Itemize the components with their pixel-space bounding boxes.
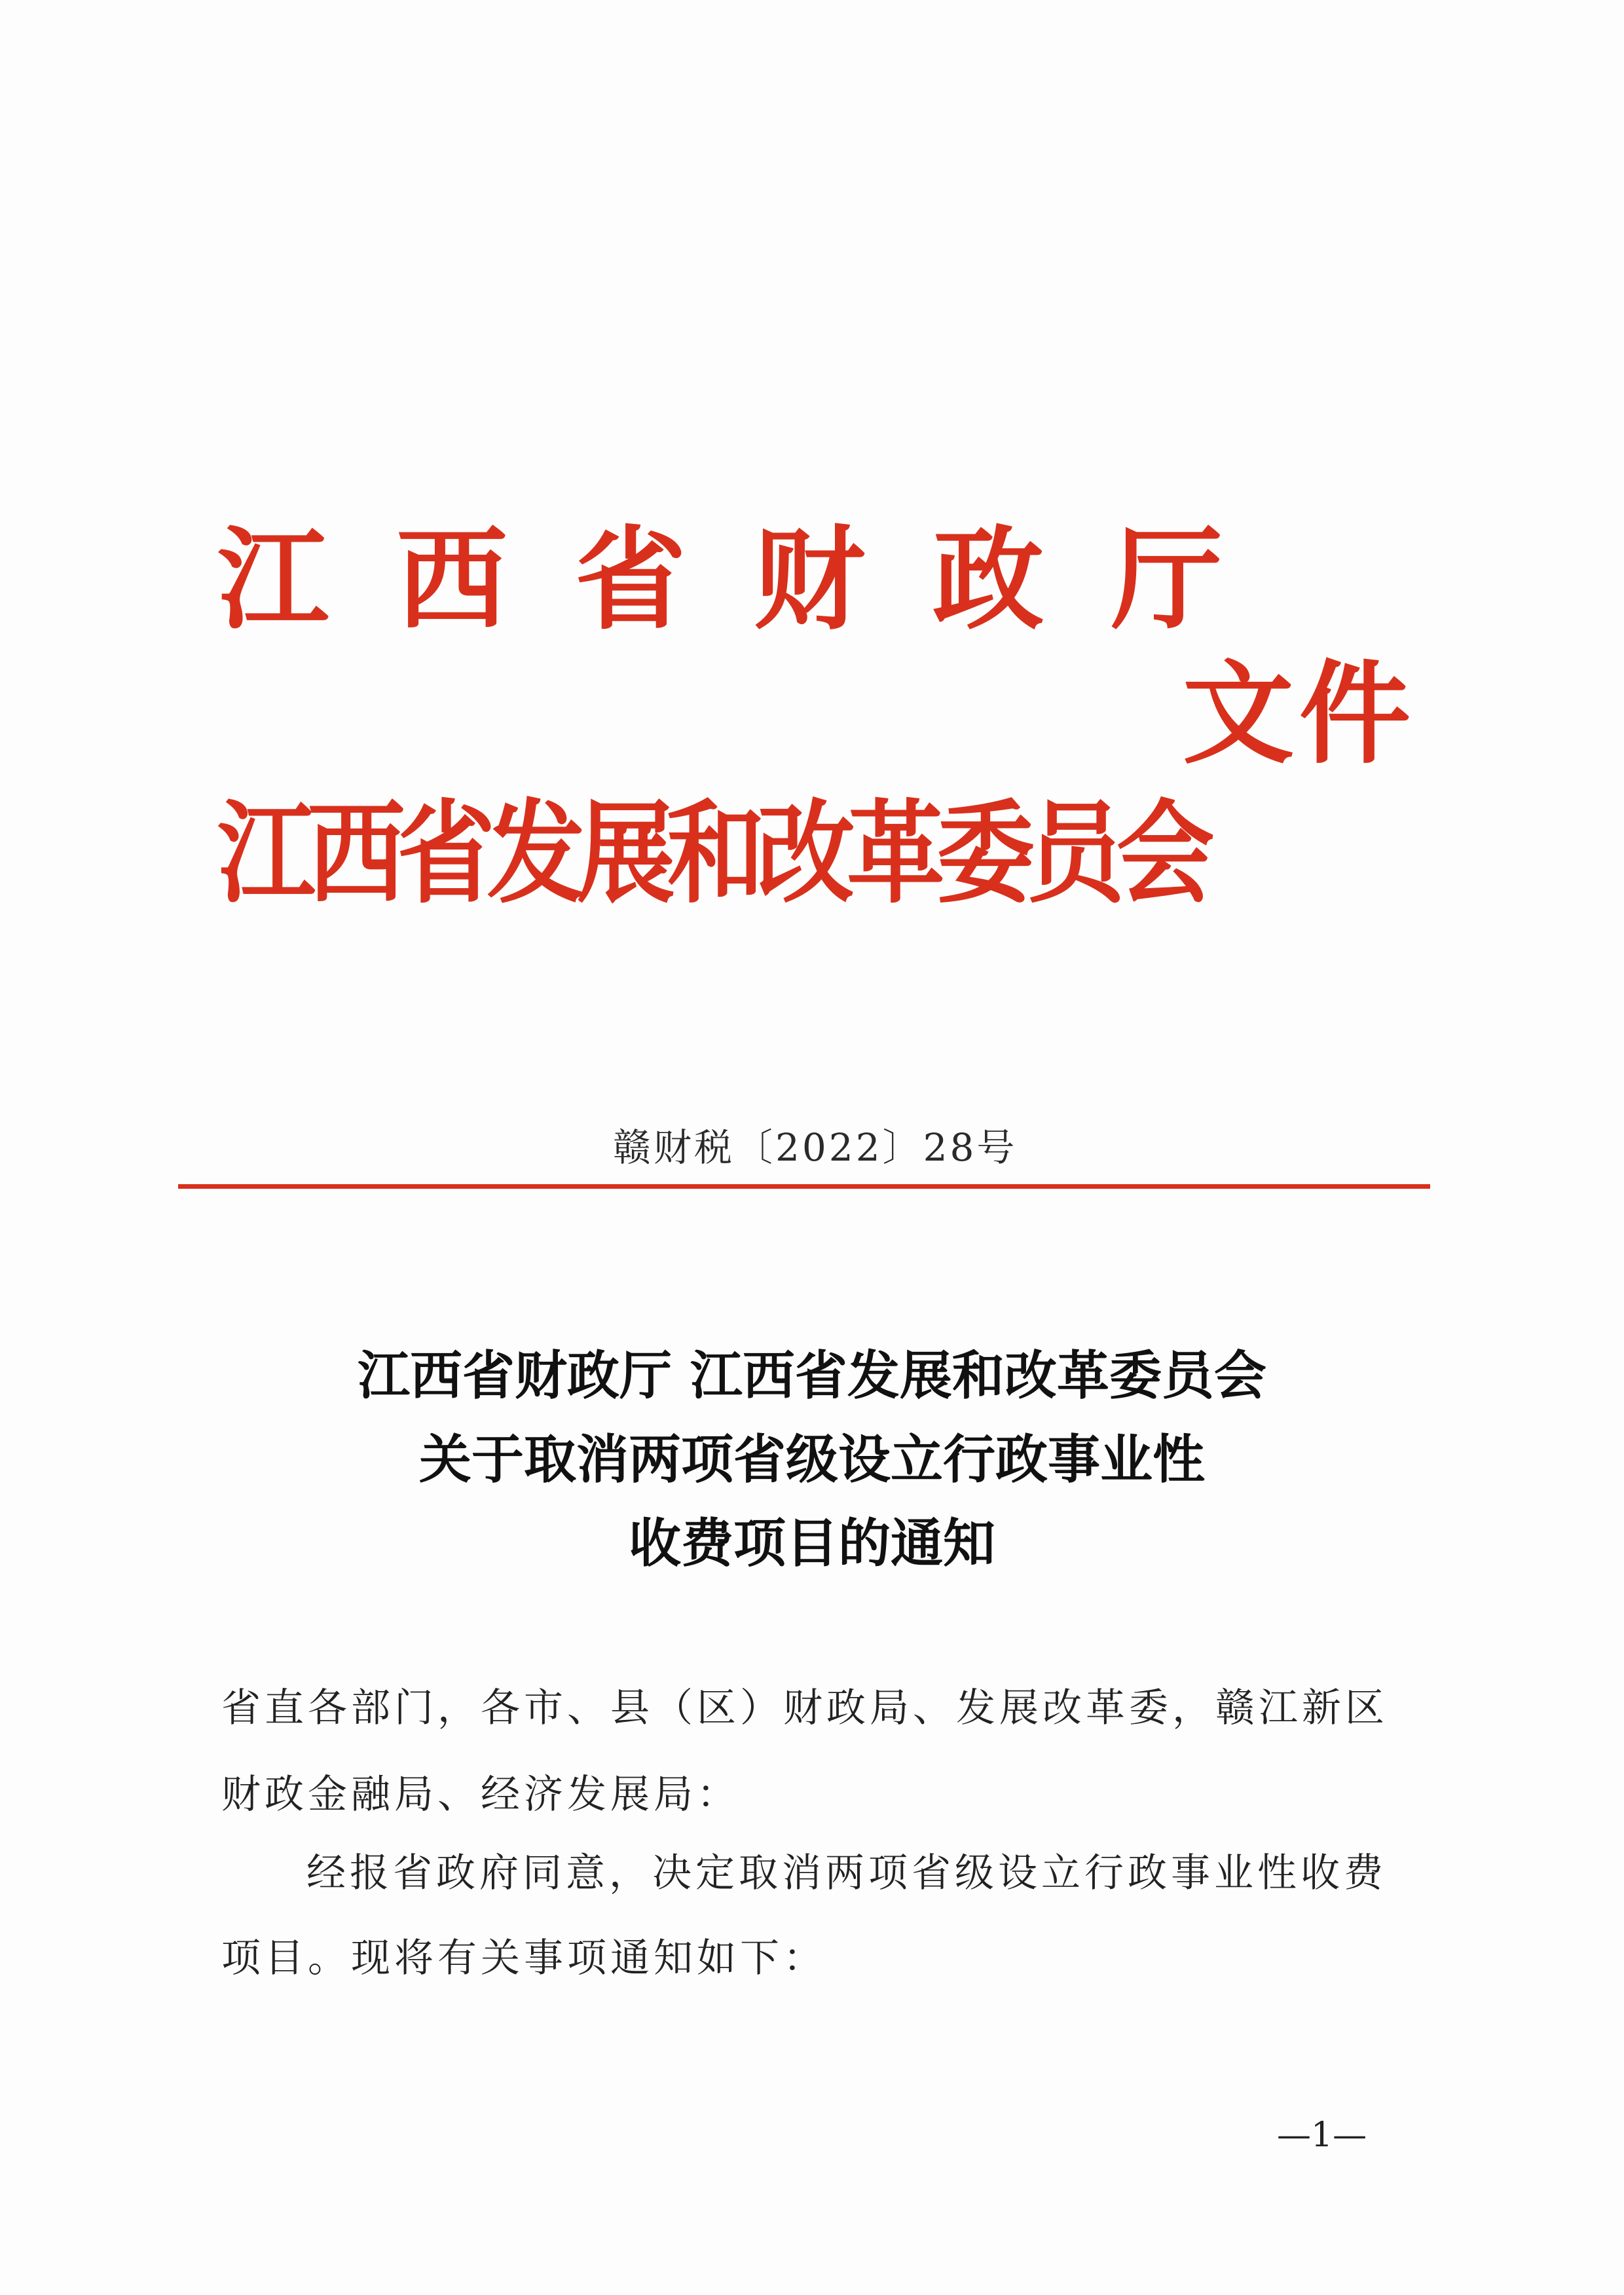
body-paragraph-line-1: 经报省政府同意，决定取消两项省级设立行政事业性收费 — [306, 1850, 1387, 1896]
body-paragraph-line-2: 项目。现将有关事项通知如下： — [221, 1935, 826, 1981]
recipients-line-2: 财政金融局、经济发展局： — [221, 1772, 740, 1818]
document-title-line-2: 关于取消两项省级设立行政事业性 — [419, 1428, 1205, 1490]
page-number: —1— — [1277, 2116, 1367, 2155]
document-number: 赣财税〔2022〕28号 — [613, 1125, 1018, 1170]
document-type-label: 文件 — [1183, 648, 1416, 779]
header-divider — [178, 1184, 1430, 1189]
recipients-line-1: 省直各部门，各市、县（区）财政局、发展改革委，赣江新区 — [221, 1685, 1388, 1731]
issuing-org-finance: 江西省财政厅 — [217, 514, 1291, 645]
document-title-line-1: 江西省财政厅 江西省发展和改革委员会 — [358, 1345, 1266, 1406]
document-title-line-3: 收费项目的通知 — [629, 1512, 995, 1574]
issuing-org-development: 江西省发展和改革委员会 — [217, 788, 1207, 919]
